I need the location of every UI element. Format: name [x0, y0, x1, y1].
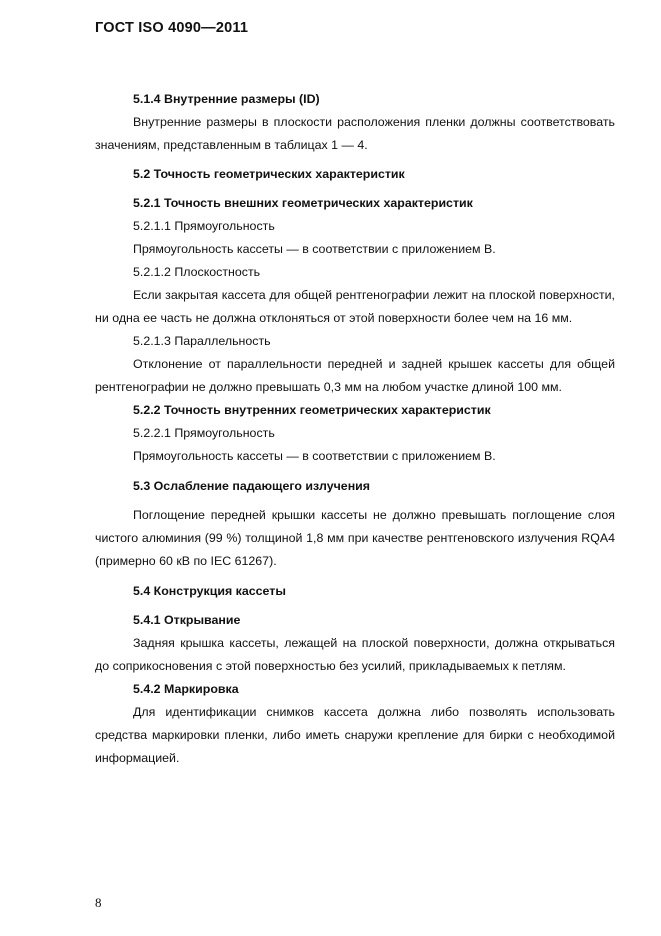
section-5-2-heading: 5.2 Точность геометрических характеристик [133, 167, 405, 181]
section-5-2-1-3-heading: 5.2.1.3 Параллельность [133, 334, 271, 348]
section-5-4-heading: 5.4 Конструкция кассеты [133, 584, 286, 598]
page-number: 8 [95, 895, 102, 910]
section-5-2-2-heading: 5.2.2 Точность внутренних геометрических характеристик [133, 403, 491, 417]
document-body [95, 88, 615, 770]
section-5-2-1-2-text: Если закрытая кассета для общей рентгенографии лежит на плоской поверхности, ни одна ее часть не должна отклоняться от этой поверхности более чем на 16 мм. [95, 288, 615, 325]
section-5-2-1-heading: 5.2.1 Точность внешних геометрических характеристик [133, 196, 473, 210]
section-5-1-4-text: Внутренние размеры в плоскости расположения пленки должны соответствовать значениям, представленным в таблицах 1 — 4. [95, 115, 615, 152]
section-5-4-1-heading: 5.4.1 Открывание [133, 613, 241, 627]
section-5-2-2-1-text: Прямоугольность кассеты — в соответствии с приложением В. [133, 449, 496, 463]
section-5-2-2-1-heading: 5.2.2.1 Прямоугольность [133, 426, 275, 440]
section-5-2-1-1-heading: 5.2.1.1 Прямоугольность [133, 219, 275, 233]
section-5-4-2-text: Для идентификации снимков кассета должна либо позволять использовать средства маркировки пленки, либо иметь снаружи крепление для бирки с необходимой информацией. [95, 705, 615, 765]
section-5-4-1-text: Задняя крышка кассеты, лежащей на плоской поверхности, должна открываться до соприкосновения с этой поверхностью без усилий, прикладываемых к петлям. [95, 636, 615, 673]
document-header: ГОСТ ISO 4090—2011 [95, 20, 249, 36]
section-5-2-1-2-heading: 5.2.1.2 Плоскостность [133, 265, 261, 279]
section-5-4-2-heading: 5.4.2 Маркировка [133, 682, 239, 696]
section-5-3-text: Поглощение передней крышки кассеты не должно превышать поглощение слоя чистого алюминия (99 %) толщиной 1,8 мм при качестве рентгеновского излучения RQA4 (примерно 60 кВ по IEC 61267). [95, 508, 615, 568]
section-5-2-1-1-text: Прямоугольность кассеты — в соответствии с приложением В. [133, 242, 496, 256]
section-5-1-4-heading: 5.1.4 Внутренние размеры (ID) [133, 92, 320, 106]
section-5-3-heading: 5.3 Ослабление падающего излучения [133, 479, 371, 493]
section-5-2-1-3-text: Отклонение от параллельности передней и задней крышек кассеты для общей рентгенографии не должно превышать 0,3 мм на любом участке длиной 100 мм. [95, 357, 615, 394]
